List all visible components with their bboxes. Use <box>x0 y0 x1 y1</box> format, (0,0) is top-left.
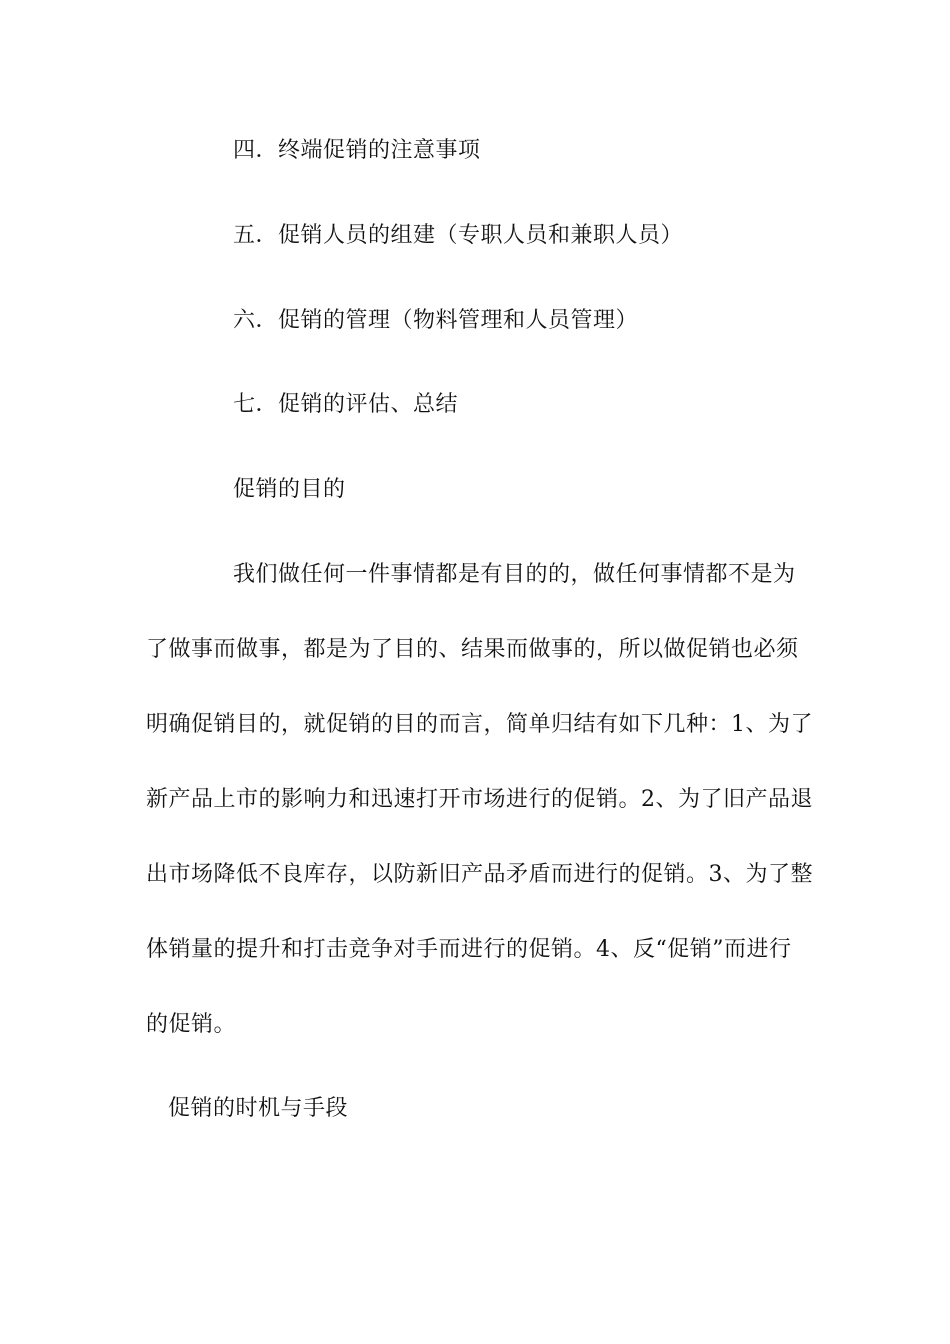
paragraph-line: 我们做任何一件事情都是有目的的，做任何事情都不是为 <box>233 562 796 587</box>
paragraph-line: 体销量的提升和打击竞争对手而进行的促销。4、反“促销”而进行 <box>146 937 792 962</box>
section-heading-timing: 促销的时机与手段 <box>168 1096 349 1121</box>
paragraph-line: 出市场降低不良库存，以防新旧产品矛盾而进行的促销。3、为了整 <box>146 862 813 887</box>
paragraph-line: 新产品上市的影响力和迅速打开市场进行的促销。2、为了旧产品退 <box>146 787 813 812</box>
purpose-paragraph <box>146 560 813 1085</box>
list-item-4: 四．终端促销的注意事项 <box>233 138 481 163</box>
list-item-5: 五．促销人员的组建（专职人员和兼职人员） <box>233 223 684 248</box>
paragraph-line: 明确促销目的，就促销的目的而言，简单归结有如下几种：1、为了 <box>146 712 813 737</box>
section-heading-purpose: 促销的目的 <box>233 477 346 502</box>
list-item-7: 七．促销的评估、总结 <box>233 392 459 417</box>
paragraph-line: 了做事而做事，都是为了目的、结果而做事的，所以做促销也必须 <box>146 637 799 662</box>
paragraph-line: 的促销。 <box>146 1012 237 1037</box>
list-item-6: 六．促销的管理（物料管理和人员管理） <box>233 308 639 333</box>
